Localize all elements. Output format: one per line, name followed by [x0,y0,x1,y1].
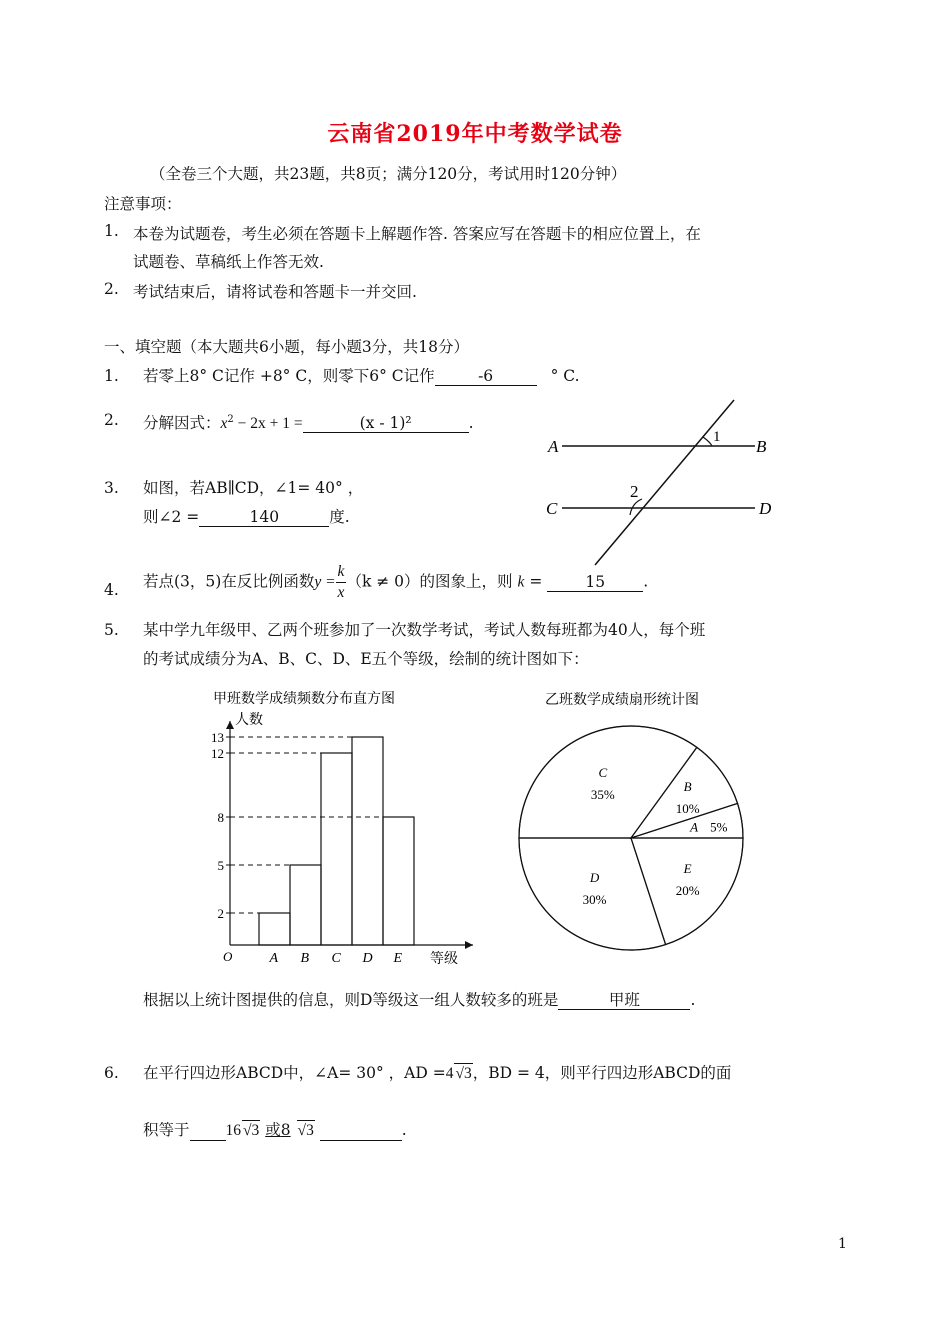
question-1-answer: -6 [435,367,537,386]
question-5-line-2: 的考试成绩分为A、B、C、D、E五个等级，绘制的统计图如下： [143,650,589,668]
question-6-or: 或 [265,1121,281,1139]
page-number: 1 [838,1236,847,1252]
pie-slice-c [519,726,697,838]
question-4-answer: 15 [547,573,643,592]
question-6-blank-trail [320,1120,402,1141]
question-3-number: 3. [104,479,119,497]
pie-value-c: 35% [590,786,615,802]
question-3-line-1: 如图，若AB∥CD，∠1= 40° ， [143,479,364,497]
question-2-suffix: . [468,414,474,433]
note-1-number: 1. [104,222,119,240]
angle-2-arc [630,499,642,515]
parallel-lines-figure [540,395,790,570]
question-6-line-1 [143,1063,731,1084]
histogram-title: 甲班数学成绩频数分布直方图 [213,692,395,707]
note-1-line-2: 试题卷、草稿纸上作答无效. [133,253,324,271]
question-1-text: 若零上8° C记作 +8° C，则零下6° C记作 [143,367,435,385]
question-2-expr-x: x [220,415,228,433]
question-6-answer-1-radicand: 3 [251,1122,260,1139]
note-2-number: 2. [104,280,119,298]
question-5-line-1: 某中学九年级甲、乙两个班参加了一次数学考试，考试人数每班都为40人，每个班 [143,621,706,639]
class-b-pie-chart [500,683,765,958]
point-c-label: C [546,499,558,518]
question-4-mid: 的图象上，则 [419,572,513,591]
pie-slices [519,726,743,950]
question-5-answer: 甲班 [558,991,690,1010]
angle-2-label: 2 [630,482,639,501]
histogram-bar-e [383,817,414,945]
histogram-tick-label-13: 13 [211,730,224,745]
point-b-label: B [756,437,767,456]
pie-label-d: D [589,870,600,886]
question-2-answer: (x - 1)² [303,414,469,433]
histogram-y-label: 人数 [235,713,263,728]
histogram-bars [211,721,473,966]
question-4-prefix: 若点(3，5)在反比例函数 [143,572,315,591]
question-6-answer-2-sqrt: √3 [297,1122,314,1139]
question-6-number: 6. [104,1064,119,1082]
question-2-expr-exponent: 2 [227,414,234,425]
pie-chart-title: 乙班数学成绩扇形统计图 [545,693,699,708]
question-5-conclusion [143,990,695,1010]
question-6-prompt: 积等于 [143,1121,190,1139]
section-1-header: 一、填空题（本大题共6小题，每小题3分，共18分） [104,338,469,356]
question-1 [143,366,580,386]
question-4-number: 4. [104,581,119,599]
histogram-y-arrow [226,721,234,729]
question-6-ad-coef: 4 [445,1065,454,1082]
question-6-suffix: . [401,1121,407,1139]
pie-label-a: A [690,819,699,835]
histogram-category-d: D [362,951,373,966]
pie-label-b: B [683,778,692,794]
question-6-answer-2-radicand: 3 [306,1122,314,1139]
pie-label-c: C [598,764,608,780]
page-title: 云南省2019年中考数学试卷 [327,121,623,147]
point-d-label: D [759,499,772,518]
question-4-k: k [517,573,525,591]
histogram-tick-label-2: 2 [217,906,224,921]
histogram-tick-label-8: 8 [217,810,224,825]
question-4-condition: （k ≠ 0） [346,572,420,591]
pie-value-a: 5% [710,819,728,835]
histogram-bar-a [259,913,290,945]
point-a-label: A [548,437,559,456]
question-3-suffix: 度. [329,508,350,526]
question-4 [143,562,648,603]
exam-info: （全卷三个大题，共23题，共8页；满分120分，考试用时120分钟） [150,165,627,183]
question-6-ad-sqrt: √3 [455,1065,472,1082]
question-1-suffix: ° C. [550,367,580,385]
question-6-text-b: ，BD = 4，则平行四边形ABCD的面 [472,1064,732,1082]
question-2 [143,410,474,434]
pie-value-d: 30% [582,892,607,908]
question-4-y: y = [314,573,336,591]
question-6-blank-lead [190,1120,226,1141]
question-6-text-a: 在平行四边形ABCD中，∠A= 30° ，AD = [143,1064,446,1082]
question-6-ad-radicand: 3 [463,1065,472,1082]
question-6-answer-1-sqrt: √3 [243,1122,260,1139]
question-2-number: 2. [104,411,119,429]
question-6-answer-2-coef: 8 [280,1121,291,1139]
question-3-line-2 [143,507,350,527]
question-4-eq: = [529,572,543,591]
question-2-label: 分解因式： [143,414,221,433]
notes-header: 注意事项： [104,195,182,213]
histogram-bar-d [352,737,383,945]
histogram-bar-c [321,753,352,945]
class-a-histogram [195,683,490,973]
question-5-suffix: . [690,991,696,1009]
question-4-fraction-den: x [337,584,345,601]
question-4-fraction-num: k [336,562,347,583]
histogram-origin-label: O [223,949,233,964]
question-5-number: 5. [104,621,119,639]
histogram-category-e: E [393,951,403,966]
note-2-text: 考试结束后，请将试卷和答题卡一并交回. [133,283,417,301]
question-3-prompt: 则∠2 = [143,508,200,526]
question-5-conclusion-text: 根据以上统计图提供的信息，则D等级这一组人数较多的班是 [143,991,559,1009]
histogram-bar-b [290,865,321,945]
transversal-line [595,400,734,565]
question-6-answer-1-coef: 16 [225,1122,242,1139]
histogram-category-b: B [300,951,310,966]
histogram-x-label: 等级 [430,952,458,967]
histogram-tick-label-5: 5 [217,858,224,873]
angle-1-label: 1 [713,429,721,445]
histogram-tick-label-12: 12 [211,746,224,761]
note-1-line-1: 本卷为试题卷，考生必须在答题卡上解题作答. 答案应写在答题卡的相应位置上，在 [133,225,701,243]
pie-value-b: 10% [675,800,700,816]
pie-value-e: 20% [675,883,700,899]
histogram-category-c: C [331,951,341,966]
question-6-line-2 [143,1120,407,1141]
question-2-expr-rest: − 2x + 1 = [233,415,303,433]
histogram-category-a: A [269,951,279,966]
pie-label-e: E [683,861,692,877]
question-4-suffix: . [643,572,649,591]
angle-1-arc [703,437,712,446]
question-1-number: 1. [104,367,119,385]
question-3-answer: 140 [199,508,329,527]
question-4-fraction [336,562,347,603]
histogram-x-arrow [465,941,473,949]
